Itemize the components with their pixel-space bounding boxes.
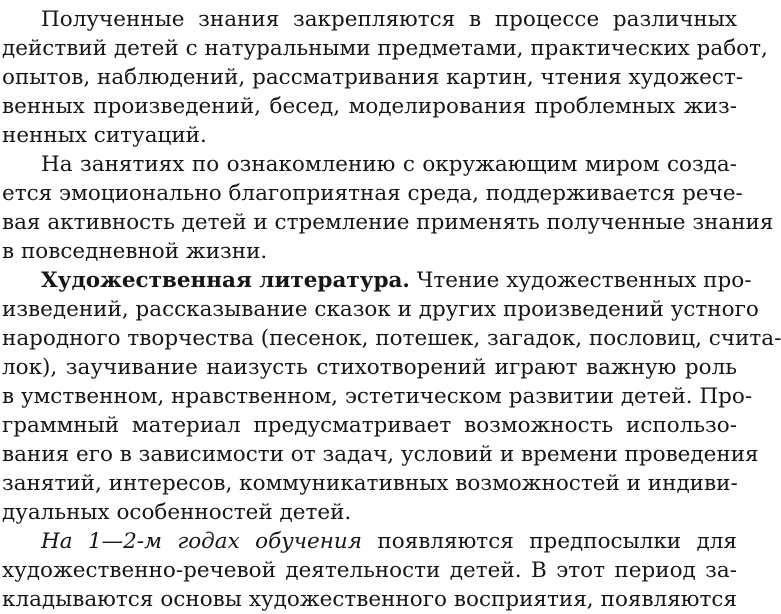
text-line: опытов, наблюдений, рассматривания картин, чтения художест- xyxy=(2,65,744,90)
text-line: лок), заучивание наизусть стихотворений играют важную роль xyxy=(2,355,737,380)
text-line: На занятиях по ознакомлению с окружающим миром созда- xyxy=(41,152,737,177)
text-line: в умственном, нравственном, эстетическом развитии детей. Про- xyxy=(2,384,753,409)
text-line: действий детей с натуральными предметами, практических работ, xyxy=(2,36,768,61)
text-line: вая активность детей и стремление применять полученные знания xyxy=(2,210,774,235)
text-line: Полученные знания закрепляются в процессе различных xyxy=(41,7,737,32)
text-line: народного творчества (песенок, потешек, загадок, пословиц, счита- xyxy=(2,326,781,351)
text-line: изведений, рассказывание сказок и других произведений устного xyxy=(2,297,759,322)
section-heading: Художественная литература. xyxy=(41,268,410,293)
text-line: художественно-речевой деятельности детей. В этот период за- xyxy=(2,558,737,583)
text-line: дуальных особенностей детей. xyxy=(2,500,352,525)
italic-lead: На 1—2-м годах обучения xyxy=(41,529,363,554)
text-line: кладываются основы художественного восприятия, появляются xyxy=(2,587,737,612)
text-run: появляются предпосылки для xyxy=(362,529,737,554)
text-line: в повседневной жизни. xyxy=(2,239,268,264)
text-line xyxy=(41,527,737,556)
text-line: занятий, интересов, коммуникативных возможностей и индиви- xyxy=(2,471,738,496)
text-line: граммный материал предусматривает возможность использо- xyxy=(2,413,737,438)
text-line: ется эмоционально благоприятная среда, поддерживается рече- xyxy=(2,181,743,206)
text-run: Чтение художественных про- xyxy=(409,268,752,293)
text-line: вания его в зависимости от задач, условий и времени проведения xyxy=(2,442,759,467)
text-line xyxy=(41,266,752,295)
text-line: ненных ситуаций. xyxy=(2,123,207,148)
text-line: венных произведений, бесед, моделирования проблемных жиз- xyxy=(2,94,737,119)
